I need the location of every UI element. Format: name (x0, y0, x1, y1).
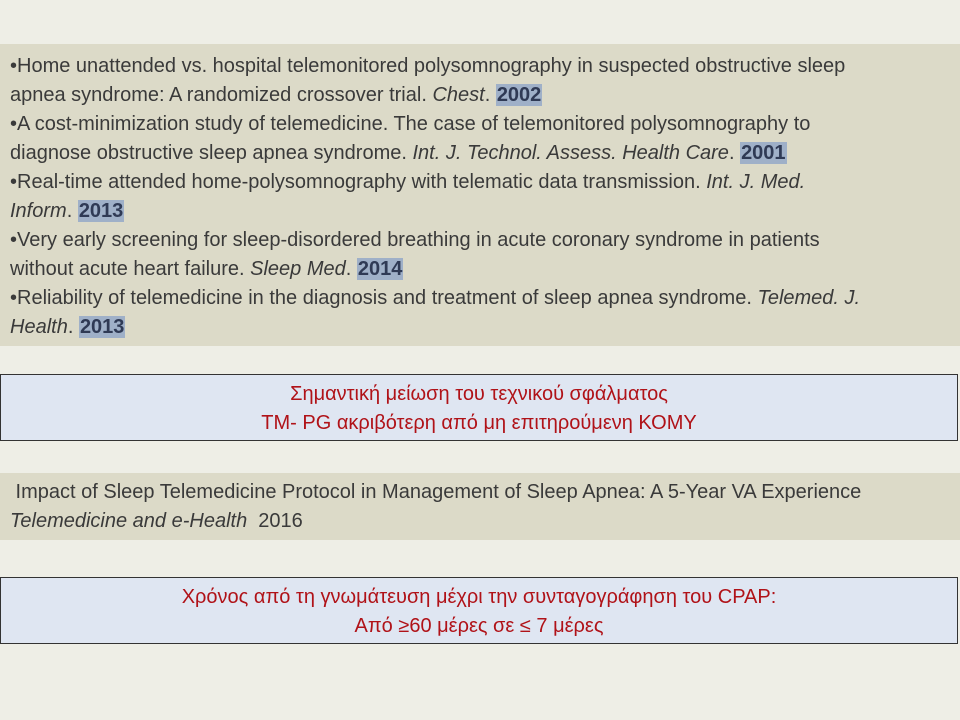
reference-4-title-cont: without acute heart failure. (10, 258, 251, 280)
study-journal: Telemedicine and e-Health (10, 510, 248, 532)
reference-5-line-1 (10, 284, 950, 313)
reference-3-line-2 (10, 197, 950, 226)
reference-5-line-2 (10, 313, 950, 342)
reference-3-separator: . (66, 200, 78, 222)
reference-2-journal: Int. J. Technol. Assess. Health Care (412, 142, 729, 164)
finding-2-line-1: Χρόνος από τη γνωμάτευση μέχρι την συνταγογράφηση του CPAP: (181, 586, 777, 608)
reference-5-year: 2013 (79, 316, 125, 338)
reference-3-journal-part-1: Int. J. Med. (706, 171, 806, 193)
reference-1-line-2 (10, 81, 950, 110)
reference-1-separator: . (484, 84, 496, 106)
reference-2-year: 2001 (741, 142, 786, 164)
reference-4-year: 2014 (357, 258, 403, 280)
study-year: 2016 (247, 510, 303, 532)
reference-4-line-1 (10, 226, 950, 255)
reference-3-year: 2013 (78, 200, 124, 222)
finding-callout-2 (0, 577, 958, 644)
finding-2-line-2: Από ≥60 μέρες σε ≤ 7 μέρες (354, 615, 604, 637)
reference-2-line-2 (10, 139, 950, 168)
reference-4-separator: . (345, 258, 357, 280)
reference-3-line-1 (10, 168, 950, 197)
reference-2-title-cont: diagnose obstructive sleep apnea syndrome. (10, 142, 413, 164)
reference-2-separator: . (728, 142, 741, 164)
reference-1-year: 2002 (496, 84, 542, 106)
reference-4-journal: Sleep Med (250, 258, 346, 280)
reference-4-line-2 (10, 255, 950, 284)
reference-3-title: •Real-time attended home-polysomnography with telematic data transmission. (10, 171, 707, 193)
finding-callout-1 (0, 374, 958, 441)
finding-1-line-1: Σημαντική μείωση του τεχνικού σφάλματος (290, 383, 668, 405)
reference-2-line-1 (10, 110, 950, 139)
reference-1-journal: Chest (432, 84, 485, 106)
reference-4-title: •Very early screening for sleep-disordered breathing in acute coronary syndrome in patients (10, 229, 820, 251)
reference-5-title: •Reliability of telemedicine in the diagnosis and treatment of sleep apnea syndrome. (10, 287, 758, 309)
reference-2-title: •A cost-minimization study of telemedicine. The case of telemonitored polysomnography to (10, 113, 811, 135)
reference-3-journal-part-2: Inform (10, 200, 67, 222)
reference-1-title: •Home unattended vs. hospital telemonitored polysomnography in suspected obstructive sleep (10, 55, 846, 77)
study-panel (0, 473, 960, 540)
reference-1-title-cont: apnea syndrome: A randomized crossover trial. (10, 84, 433, 106)
reference-1-line-1 (10, 52, 950, 81)
reference-5-journal-part-2: Health (10, 316, 68, 338)
reference-5-separator: . (67, 316, 79, 338)
study-title: Impact of Sleep Telemedicine Protocol in Management of Sleep Apnea: A 5-Year VA Experience (10, 481, 862, 503)
reference-5-journal-part-1: Telemed. J. (757, 287, 861, 309)
finding-1-line-2: TM- PG ακριβότερη από μη επιτηρούμενη ΚΟΜΥ (261, 412, 697, 434)
references-panel (0, 44, 960, 346)
